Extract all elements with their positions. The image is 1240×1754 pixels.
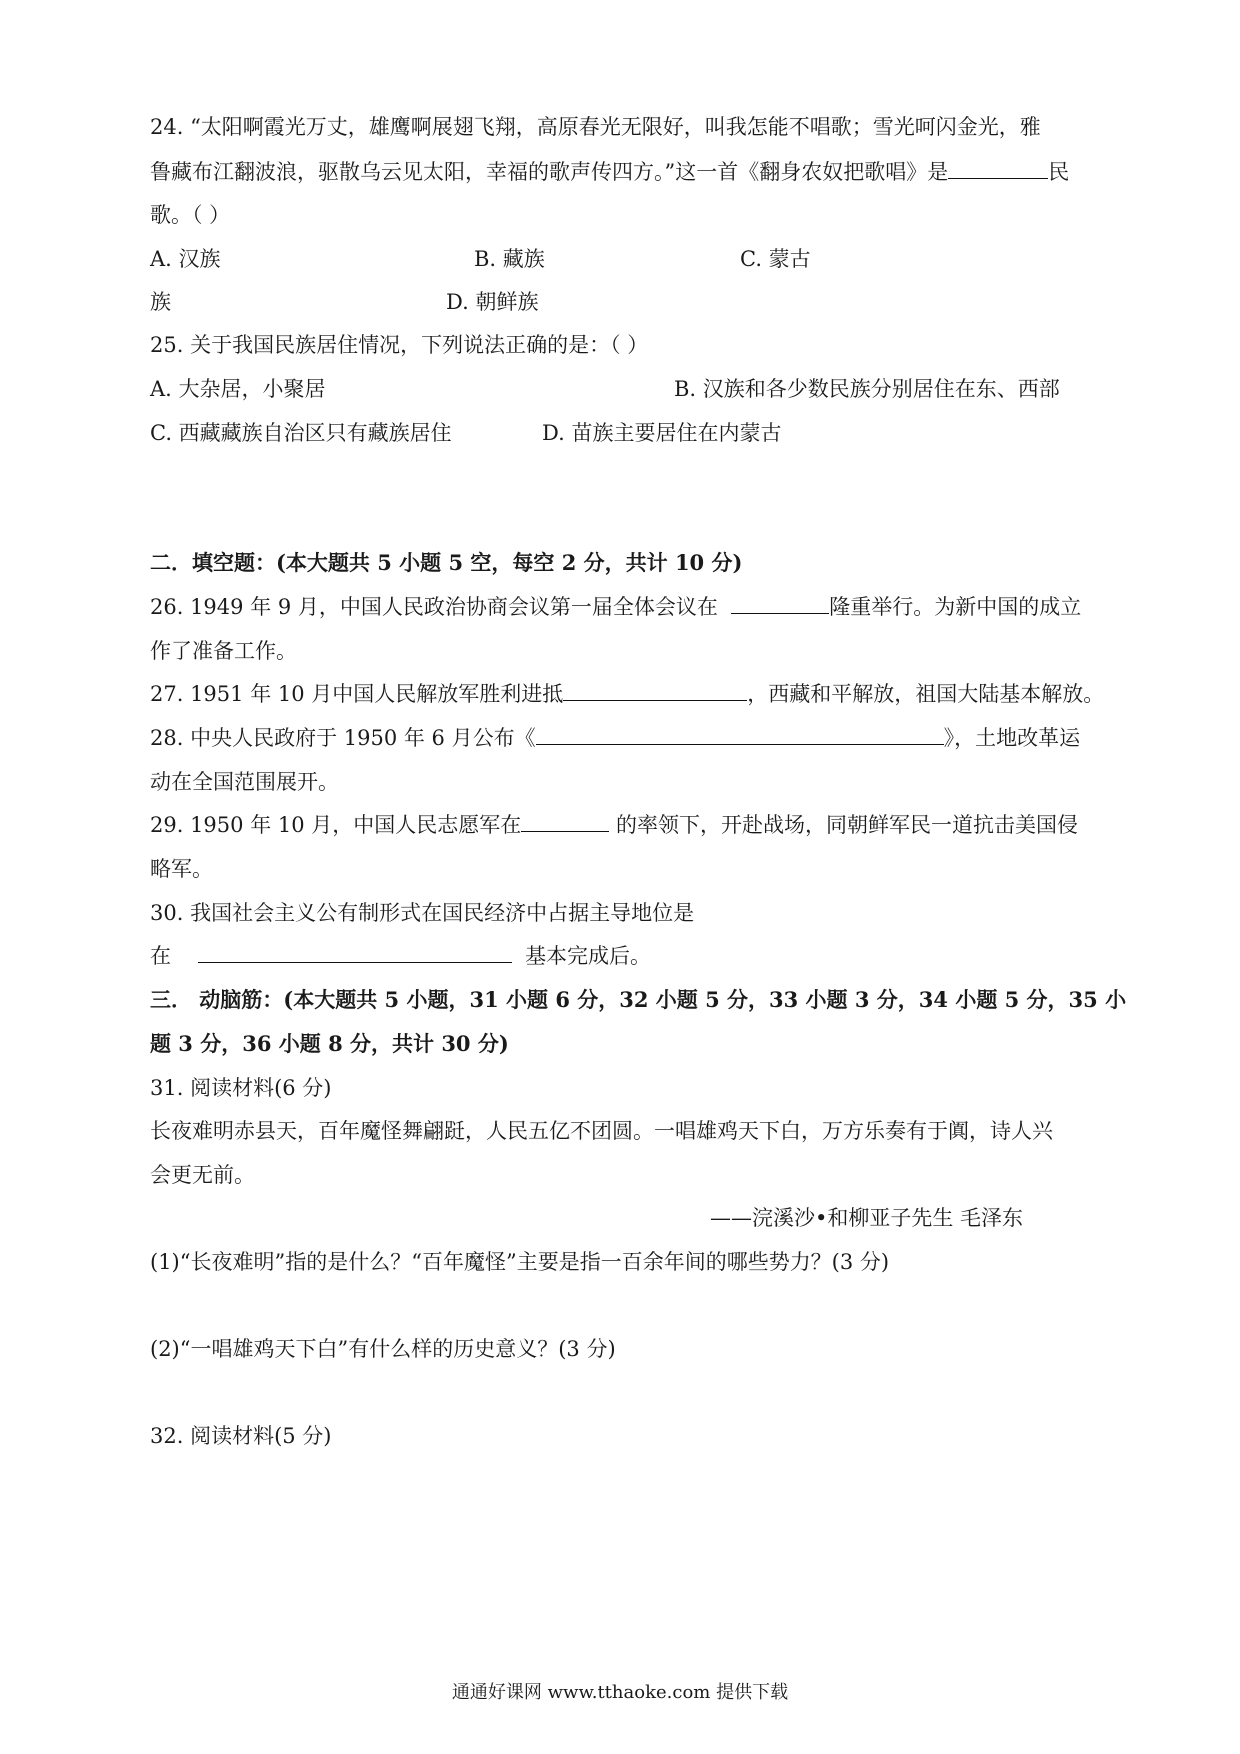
q26-answer-blank[interactable] [731,593,829,614]
q25-option-a: A. 大杂居，小聚居 [150,377,326,401]
q30-line1: 30. 我国社会主义公有制形式在国民经济中占据主导地位是 [150,901,695,925]
q24-option-a: A. 汉族 [150,247,221,271]
q27-prefix: 27. 1951 年 10 月中国人民解放军胜利进抵 [150,682,564,706]
q24-line1: 24. “太阳啊霞光万丈，雄鹰啊展翅飞翔，高原春光无限好，叫我怎能不唱歌；雪光呵闪金光，雅 [150,115,1041,139]
q27-line [150,679,1104,709]
q28-line1 [150,723,1080,753]
q26-suffix: 隆重举行。为新中国的成立 [829,595,1082,619]
q25-option-d: D. 苗族主要居住在内蒙古 [542,421,782,445]
q25-option-b: B. 汉族和各少数民族分别居住在东、西部 [674,377,1060,401]
q28-line2: 动在全国范围展开。 [150,770,339,794]
q31-subquestion-1: (1)“长夜难明”指的是什么？“百年魔怪”主要是指一百余年间的哪些势力？(3 分) [150,1250,890,1274]
q30-line2 [150,941,651,971]
section2-heading: 二．填空题：(本大题共 5 小题 5 空，每空 2 分，共计 10 分) [150,550,743,575]
section3-heading-line2: 题 3 分，36 小题 8 分，共计 30 分) [150,1031,509,1056]
q24-option-c: C. 蒙古 [740,247,811,271]
q25-stem: 25. 关于我国民族居住情况，下列说法正确的是：（ ） [150,333,649,357]
q31-material-line1: 长夜难明赤县天，百年魔怪舞翩跹，人民五亿不团圆。一唱雄鸡天下白，万方乐奏有于阗，诗人兴 [150,1119,1053,1143]
q32-title: 32. 阅读材料(5 分) [150,1424,332,1448]
section3-heading-line1: 三． 动脑筋：(本大题共 5 小题，31 小题 6 分，32 小题 5 分，33 小题 3 分，34 小题 5 分，35 小 [150,987,1127,1012]
q24-line2-suffix: 民 [1048,160,1070,184]
page-footer: 通通好课网 www.tthaoke.com 提供下载 [451,1682,789,1703]
q27-answer-blank[interactable] [563,680,747,701]
q28-prefix: 28. 中央人民政府于 1950 年 6 月公布《 [150,726,536,750]
q29-prefix: 29. 1950 年 10 月，中国人民志愿军在 [150,813,522,837]
q24-line2-prefix: 鲁藏布江翻波浪，驱散乌云见太阳，幸福的歌声传四方。”这一首《翻身农奴把歌唱》是 [150,160,949,184]
q24-option-c-continued: 族 [150,290,171,314]
q29-answer-blank[interactable] [521,811,609,832]
q30-prefix: 在 [150,944,171,968]
q31-title: 31. 阅读材料(6 分) [150,1076,332,1100]
q24-line2 [150,157,1069,187]
q30-answer-blank[interactable] [198,942,512,963]
q28-suffix: 》，土地改革运 [943,726,1081,750]
q29-line1 [150,810,1078,840]
q31-subquestion-2: (2)“一唱雄鸡天下白”有什么样的历史意义？(3 分) [150,1337,616,1361]
q27-suffix: ，西藏和平解放，祖国大陆基本解放。 [747,682,1105,706]
q28-answer-blank[interactable] [536,724,944,745]
q26-line2: 作了准备工作。 [150,639,297,663]
q29-line2: 略军。 [150,857,213,881]
q26-line1 [150,592,1081,622]
q24-option-b: B. 藏族 [474,247,545,271]
q24-line3: 歌。（ ） [150,203,231,227]
q24-answer-blank[interactable] [948,158,1048,179]
q31-material-line2: 会更无前。 [150,1163,255,1187]
q25-option-c: C. 西藏藏族自治区只有藏族居住 [150,421,452,445]
q26-prefix: 26. 1949 年 9 月，中国人民政治协商会议第一届全体会议在 [150,595,718,619]
q24-option-d: D. 朝鲜族 [446,290,539,314]
q29-suffix: 的率领下，开赴战场，同朝鲜军民一道抗击美国侵 [615,813,1078,837]
q31-source: ——浣溪沙•和柳亚子先生 毛泽东 [710,1206,1024,1230]
q30-suffix: 基本完成后。 [525,944,652,968]
